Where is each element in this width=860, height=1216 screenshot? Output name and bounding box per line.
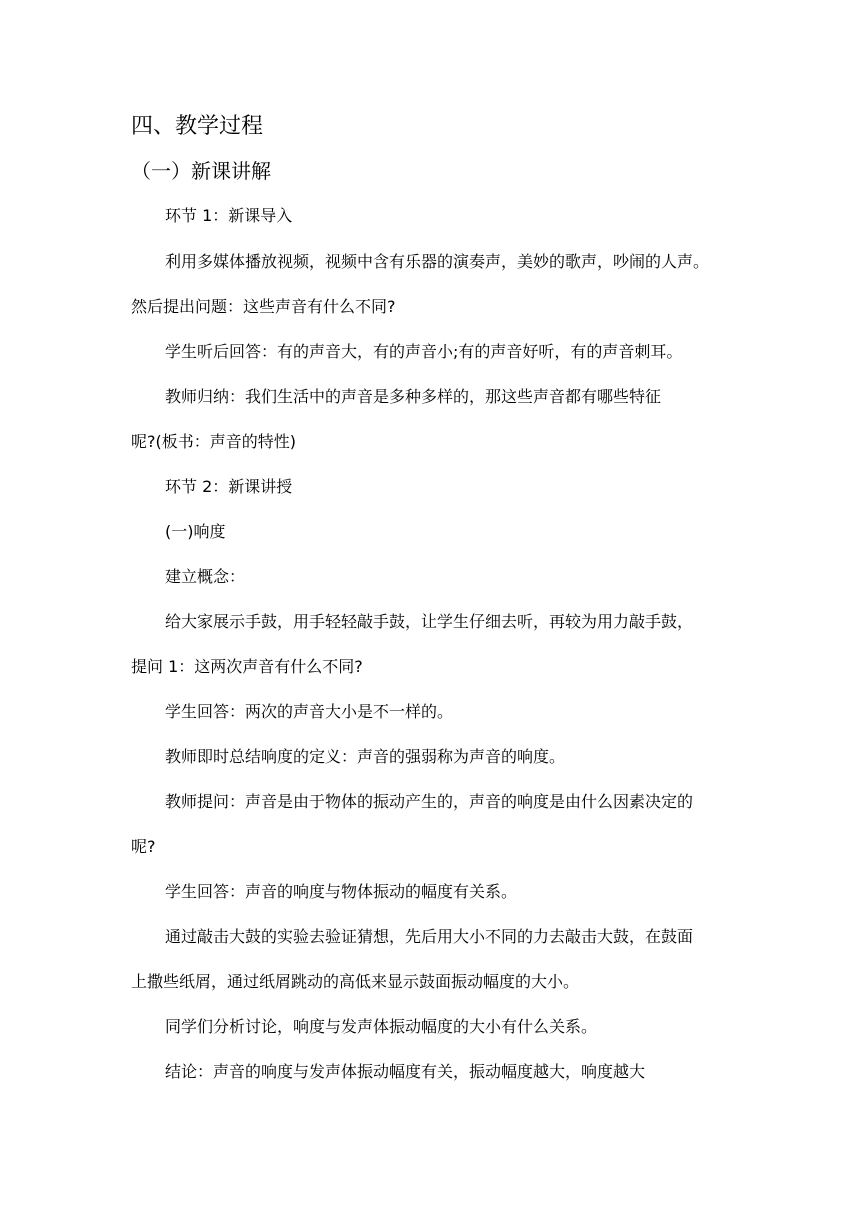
paragraph-line: 教师即时总结响度的定义：声音的强弱称为声音的响度。: [165, 747, 566, 766]
paragraph-line: 然后提出问题：这些声音有什么不同?: [131, 297, 396, 316]
paragraph-line: 呢?: [131, 837, 156, 856]
paragraph-line: 学生回答：声音的响度与物体振动的幅度有关系。: [165, 882, 518, 901]
paragraph-line: 上撒些纸屑，通过纸屑跳动的高低来显示鼓面振动幅度的大小。: [131, 972, 580, 991]
paragraph-line: 环节 1：新课导入: [165, 206, 293, 225]
paragraph-line: 同学们分析讨论，响度与发声体振动幅度的大小有什么关系。: [165, 1017, 598, 1036]
paragraph-line: 教师提问：声音是由于物体的振动产生的，声音的响度是由什么因素决定的: [165, 792, 694, 811]
paragraph-line: 学生回答：两次的声音大小是不一样的。: [165, 702, 454, 721]
paragraph-line: 建立概念：: [165, 567, 246, 586]
paragraph-line: 教师归纳：我们生活中的声音是多种多样的，那这些声音都有哪些特征: [165, 387, 662, 406]
paragraph-line: 给大家展示手鼓，用手轻轻敲手鼓，让学生仔细去听，再较为用力敲手鼓，: [165, 612, 694, 631]
section-heading: 四、教学过程: [131, 114, 264, 139]
paragraph-line: 通过敲击大鼓的实验去验证猜想，先后用大小不同的力去敲击大鼓，在鼓面: [165, 927, 694, 946]
paragraph-line: 结论：声音的响度与发声体振动幅度有关，振动幅度越大，响度越大: [165, 1062, 646, 1081]
paragraph-line: 学生听后回答：有的声音大，有的声音小;有的声音好听，有的声音刺耳。: [165, 342, 683, 361]
paragraph-line: 提问 1：这两次声音有什么不同?: [131, 657, 363, 676]
subsection-heading: （一）新课讲解: [131, 159, 271, 183]
paragraph-line: 环节 2：新课讲授: [165, 477, 293, 496]
paragraph-line: (一)响度: [165, 522, 226, 541]
paragraph-line: 呢?(板书：声音的特性): [131, 432, 296, 451]
paragraph-line: 利用多媒体播放视频，视频中含有乐器的演奏声，美妙的歌声，吵闹的人声。: [165, 252, 710, 271]
